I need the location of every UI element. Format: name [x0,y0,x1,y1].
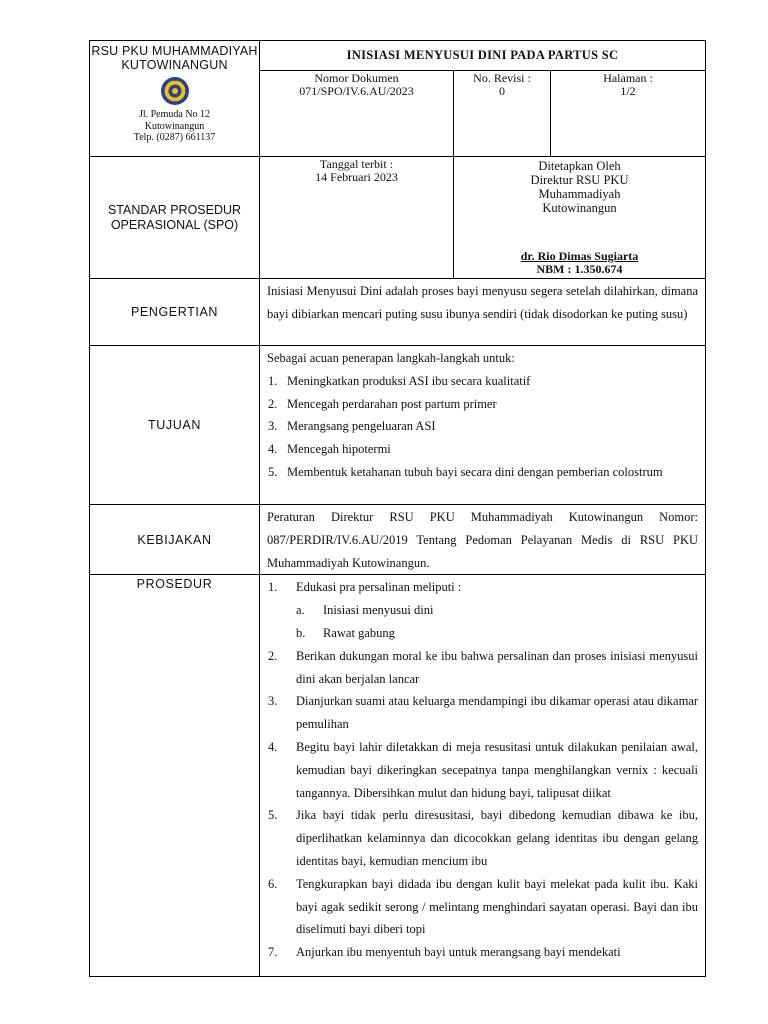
document-number: 071/SPO/IV.6.AU/2023 [299,84,414,98]
list-text: Mencegah hipotermi [287,442,391,457]
list-text: Begitu bayi lahir diletakkan di meja resusitasi untuk dilakukan penilaian awal, kemudian bayi dikeringkan secepatnya tanpa menghilangkan vernix : kecuali tangannya. Dibersihkan mulut dan hidung bayi, talipusat diikat [296,739,699,800]
list-text: Anjurkan ibu menyentuh bayi untuk merangsang bayi mendekati [296,945,621,960]
hospital-phone: Telp. (0287) 661137 [133,132,216,143]
page-number: 1/2 [620,84,636,98]
sublist-item [296,622,698,645]
sublist-item [296,599,698,622]
pengertian-label: PENGERTIAN [90,279,260,346]
kebijakan-content [260,505,706,575]
approval-cell [454,157,706,279]
list-text: Rawat gabung [323,625,395,640]
list-item [267,645,698,691]
issue-date: 14 Februari 2023 [315,170,398,184]
document-title: INISIASI MENYUSUI DINI PADA PARTUS SC [260,41,706,71]
list-item [267,370,698,393]
tujuan-list [267,370,698,484]
pengertian-content [260,279,706,346]
prosedur-sublist [296,599,698,645]
list-number: 1. [268,580,278,595]
list-text: Dianjurkan suami atau keluarga mendampingi ibu dikamar operasi atau dikamar pemulihan [296,694,699,732]
list-item [267,438,698,461]
list-text: Tengkurapkan bayi didada ibu dengan kulit bayi melekat pada kulit ibu. Kaki bayi agak sedikit serong / melintang menghindari sayatan operasi. Bayi dan ibu diselimuti bayi diberi topi [296,876,699,937]
tujuan-content [260,346,706,505]
signatory-name: dr. Rio Dimas Sugiarta [520,249,639,263]
list-item [267,873,698,941]
list-number: 3. [268,694,278,709]
list-number: 7. [268,945,278,960]
list-item [267,415,698,438]
prosedur-list [267,576,698,964]
list-item [267,941,698,964]
list-text: Edukasi pra persalinan meliputi : [296,580,462,595]
list-item [267,576,698,644]
revision-number: 0 [499,84,505,98]
hospital-name: RSU PKU MUHAMMADIYAH KUTOWINANGUN [91,44,258,72]
hospital-logo-icon [160,76,190,106]
list-number: 5. [268,808,278,823]
list-number: 2. [268,396,278,411]
list-item [267,461,698,484]
list-item [267,736,698,804]
list-number: 4. [268,442,278,457]
kebijakan-label: KEBIJAKAN [90,505,260,575]
hospital-address-line2: Kutowinangun [144,120,205,132]
list-number: 6. [268,876,278,891]
list-number: 5. [268,464,278,479]
issue-date-label: Tanggal terbit : [319,157,394,171]
revision-cell [454,71,551,157]
signature-block [454,250,705,276]
hospital-address-line1: Jl. Pemuda No 12 [138,109,211,120]
signatory-id: NBM : 1.350.674 [536,262,623,276]
list-item [267,393,698,416]
list-number: 1. [268,373,278,388]
tujuan-label: TUJUAN [90,346,260,505]
kebijakan-text: Peraturan Direktur RSU PKU Muhammadiyah Kutowinangun Nomor: 087/PERDIR/IV.6.AU/2019 Tentang Pedoman Pelayanan Medis di RSU PKU Muhammadiyah Kutowinangun. [267,510,699,570]
tujuan-intro: Sebagai acuan penerapan langkah-langkah untuk: [267,351,515,365]
list-number: 3. [268,419,278,434]
revision-label: No. Revisi : [473,71,531,85]
list-letter: a. [296,603,305,618]
list-text: Merangsang pengeluaran ASI [287,419,436,434]
issue-date-cell [260,157,454,279]
list-text: Inisiasi menyusui dini [323,603,434,618]
list-item [267,804,698,872]
page-cell [551,71,706,157]
prosedur-content [260,575,706,977]
spo-table [89,40,706,977]
list-item [267,690,698,736]
list-text: Meningkatkan produksi ASI ibu secara kualitatif [287,373,531,388]
prosedur-label: PROSEDUR [90,575,260,977]
list-number: 4. [268,739,278,754]
approved-by: Direktur RSU PKU Muhammadiyah Kutowinangun [530,173,629,215]
document-number-label: Nomor Dokumen [314,71,399,85]
list-letter: b. [296,625,306,640]
approved-label: Ditetapkan Oleh [538,159,621,173]
pengertian-text: Inisiasi Menyusui Dini adalah proses bayi menyusu segera setelah dilahirkan, dimana bayi dibiarkan mencari puting susu ibunya sendiri (tidak disodorkan ke puting susu) [267,284,699,321]
hospital-identity [90,41,260,157]
document-number-cell [260,71,454,157]
spo-label: STANDAR PROSEDUR OPERASIONAL (SPO) [90,157,260,279]
list-number: 2. [268,648,278,663]
list-text: Mencegah perdarahan post partum primer [287,396,497,411]
list-text: Jika bayi tidak perlu diresusitasi, bayi dibedong kemudian dibawa ke ibu, diperlihatkan kelaminnya dan dicocokkan gelang identitas ibu dengan gelang identitas bayi, kemudian mencium ibu [296,808,699,868]
page-label: Halaman : [603,71,653,85]
list-text: Membentuk ketahanan tubuh bayi secara dini dengan pemberian colostrum [287,464,663,479]
list-text: Berikan dukungan moral ke ibu bahwa persalinan dan proses inisiasi menyusui dini akan berjalan lancar [296,648,699,686]
